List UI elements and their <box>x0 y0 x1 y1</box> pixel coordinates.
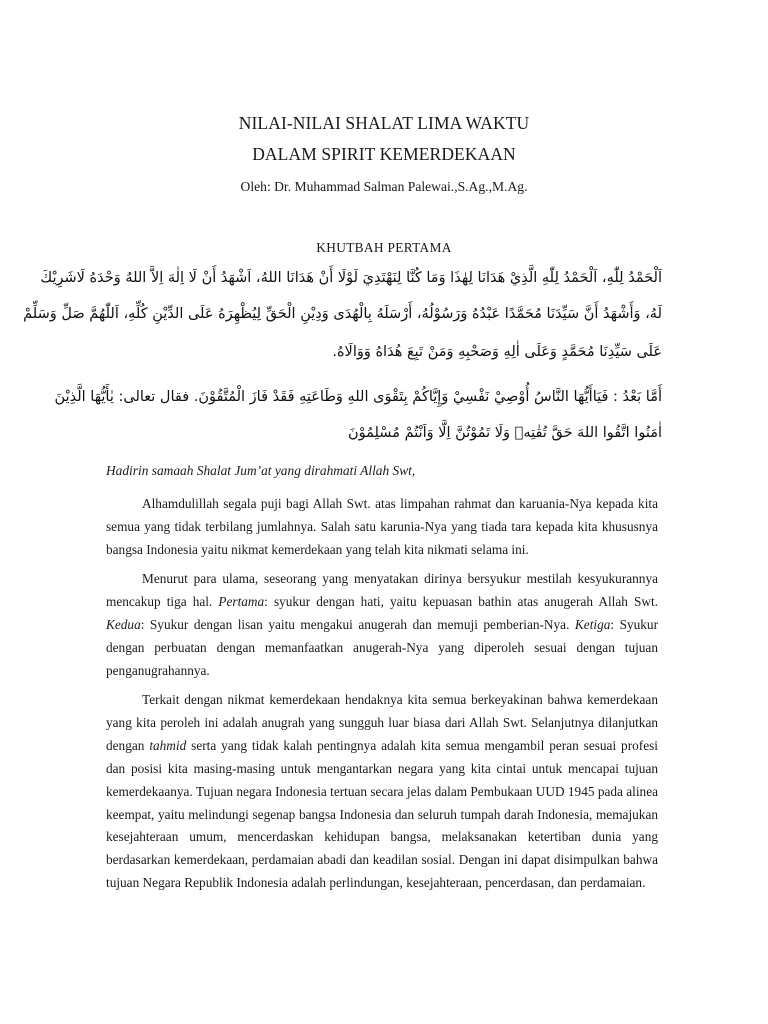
title-line-2: DALAM SPIRIT KEMERDEKAAN <box>252 144 516 164</box>
title-line-1: NILAI-NILAI SHALAT LIMA WAKTU <box>238 113 530 133</box>
author-line: Oleh: Dr. Muhammad Salman Palewai.,S.Ag.,M.Ag. <box>240 179 528 194</box>
paragraph-2-text-2: : syukur dengan hati, yaitu kepuasan bathin atas anugerah Allah Swt. <box>264 593 658 609</box>
paragraph-3-text-1: Terkait dengan nikmat kemerdekaan hendaknya kita semua berkeyakinan bahwa kemerdekaan yang kita peroleh ini adalah anugrah yang sungguh luar biasa dari Allah Swt. Selanjutnya dilanjutkan dengan <box>106 692 658 753</box>
arabic-opening-line-2: لَهُ، وَأَشْهَدُ أَنَّ سَيِّدَنَا مُحَمَّدًا عَبْدُهُ وَرَسُوْلُهُ، أَرْسَلَهُ بِالْهُدَى وَدِيْنِ الْحَقِّ لِيُظْهِرَهُ عَلَى الدِّيْنِ كُلِّهِ، اَللّٰهُمَّ صَلِّ وَسَلِّمْ <box>23 306 662 322</box>
paragraph-3 <box>106 689 658 895</box>
arabic-wasiat-line-2: اٰمَنُوا اتَّقُوا اللهَ حَقَّ تُقٰتِهٖ وَلَا تَمُوْتُنَّ اِلَّا وَاَنْتُمْ مُسْلِمُوْنَ <box>347 425 662 441</box>
section-heading: KHUTBAH PERTAMA <box>316 240 452 255</box>
arabic-opening-line-1: اَلْحَمْدُ لِلّٰهِ، اَلْحَمْدُ لِلّٰهِ الَّذِيْ هَدَانَا لِهٰذَا وَمَا كُنَّا لِنَهْتَدِيَ لَوْلَا أَنْ هَدَانَا اللهُ، اَشْهَدُ أَنْ لَا اِلٰهَ اِلاَّ اللهُ وَحْدَهُ لَاشَرِيْكَ <box>40 270 662 286</box>
arabic-opening-line-3: عَلَى سَيِّدِنَا مُحَمَّدٍ وَعَلَى اٰلِهِ وَصَحْبِهِ وَمَنْ تَبِعَ هُدَاهُ وَوَالَاهُ. <box>332 344 662 360</box>
arabic-wasiat-line-1: أَمَّا بَعْدُ : فَيَاأَيُّهَا النَّاسُ أُوْصِيْ نَفْسِيْ وَإِيَّاكُمْ بِتَقْوَى اللهِ وَطَاعَتِهِ فَقَدْ فَازَ الْمُتَّقُوْنَ. فقال تعالى: يٰأَيُّهَا الَّذِيْنَ <box>54 389 662 405</box>
paragraph-2 <box>106 568 658 683</box>
paragraph-2-text-4: : Syukur dengan perbuatan dengan memanfaatkan anugerah-Nya yang diperoleh sesuai dengan tujuan penganugrahannya. <box>106 616 658 678</box>
paragraph-2-text-1: Menurut para ulama, seseorang yang menyatakan dirinya bersyukur mestilah kesyukurannya mencakup tiga hal. <box>106 571 658 609</box>
paragraph-3-term-tahmid: tahmid <box>149 737 187 753</box>
paragraph-2-text-3: : Syukur dengan lisan yaitu mengakui anugerah dan memuji pemberian-Nya. <box>140 616 575 632</box>
paragraph-2-term-kedua: Kedua <box>106 616 141 632</box>
paragraph-1: Alhamdulillah segala puji bagi Allah Swt. atas limpahan rahmat dan karuania-Nya kepada kita semua yang tidak terbilang jumlahnya. Salah satu karunia-Nya yang tiada tara kepada kita khususnya bangsa Indonesia yaitu nikmat kemerdekaan yang telah kita nikmati selama ini. <box>106 496 658 557</box>
paragraph-3-text-2: serta yang tidak kalah pentingnya adalah kita semua mengambil peran sesuai profesi dan posisi kita masing-masing untuk mengantarkan negara yang kita cintai untuk mencapai tujuan kemerdekaanya. Tujuan negara Indonesia tertuan secara jelas dalam Pembukaan UUD 1945 pada alinea keempat, yaitu melindungi segenap bangsa Indonesia dan seluruh tumpah darah Indonesia, memajukan kesejahteraan umum, mencerdaskan kehidupan bangsa, melaksanakan ketertiban dunia yang berdasarkan kemerdekaan, perdamaian abadi dan keadilan sosial. Dengan ini dapat disimpulkan bahwa tujuan Negara Republik Indonesia adalah perlindungan, kesejahteraan, pencerdasan, dan perdamaian. <box>106 737 658 891</box>
paragraph-2-term-ketiga: Ketiga <box>574 616 611 632</box>
greeting: Hadirin samaah Shalat Jum’at yang dirahmati Allah Swt, <box>106 463 416 478</box>
paragraph-2-term-pertama: Pertama <box>218 593 265 609</box>
